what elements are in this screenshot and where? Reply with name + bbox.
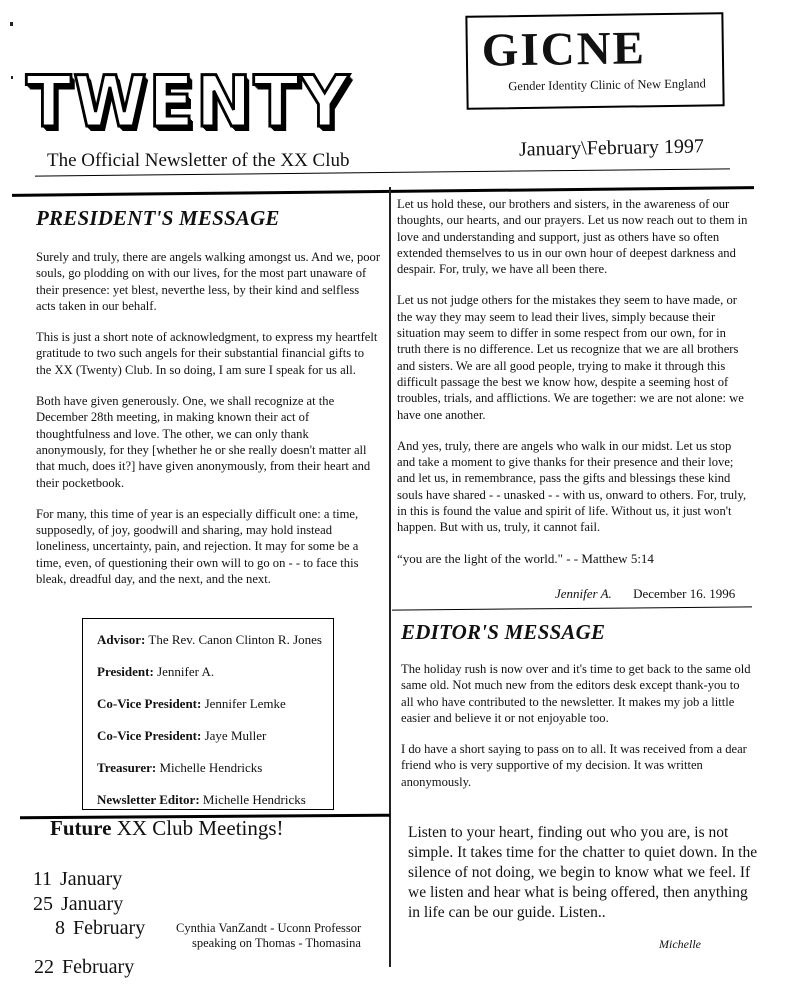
right-column-rule (392, 606, 752, 610)
officer-row (97, 725, 333, 747)
meetings-heading-rest: XX Club Meetings! (111, 816, 284, 840)
officer-row (97, 661, 333, 683)
meetings-heading (50, 816, 284, 841)
president-paragraph-5: Let us hold these, our brothers and sisters, in the awareness of our thoughts, our hearts, and our prayers. Let us now reach out to them in love and understanding and support, just as others have so often extended themselves to us in our own hour of deepest darkness and despair. For, truly, we have all been there. (397, 197, 748, 277)
president-signature: Jennifer A. (555, 586, 612, 601)
meeting-day: 25 (33, 893, 53, 915)
president-paragraph-2: This is just a short note of acknowledgment, to express my heartfelt gratitude to two such angels for their substantial financial gifts to the XX (Twenty) Club. In so doing, I am sure I speak for us all. (36, 330, 378, 377)
president-paragraph-1: Surely and truly, there are angels walking amongst us. And we, poor souls, go plodding on with our lives, for the most part unaware of their presence: yet blest, neverthe less, by their kind and selfless acts taken in our behalf. (36, 250, 381, 313)
meeting-month: February (62, 956, 135, 978)
president-message-section (36, 206, 381, 602)
president-message-heading: PRESIDENT'S MESSAGE (36, 206, 280, 230)
issue-date: January\February 1997 (518, 135, 705, 161)
editor-saying: Listen to your heart, finding out who you are, is not simple. It takes time for the chatter to quiet down. In the silence of not doing, we begin to know what we feel. If we listen and hear what is being offered, then anything in life can be our guide. Listen.. (408, 824, 758, 921)
meeting-note-line: speaking on Thomas - Thomasina (192, 936, 361, 950)
officer-row (97, 789, 333, 811)
editor-signature: Michelle (659, 937, 701, 951)
president-paragraph-6: Let us not judge others for the mistakes they seem to have made, or the way they may seem to lead their lives, simply because their situation may seem to differ in some respect from our own, for in truth there is no difference. Let us recognize that we are all brothers and sisters. We are all good people, trying to make it through this difficult passage the best we know how, despite a seeming host of troubles, trials, and afflictions. We are together: we are not alone: we have one another. (397, 293, 744, 422)
officer-name: Michelle Hendricks (159, 760, 263, 775)
meeting-month: January (61, 893, 124, 915)
officer-name: Jennifer Lemke (204, 696, 286, 711)
meeting-day: 22 (34, 956, 54, 978)
officer-name: The Rev. Canon Clinton R. Jones (148, 632, 322, 647)
meeting-note-line: Cynthia VanZandt - Uconn Professor (176, 921, 362, 935)
meeting-day: 11 (32, 868, 52, 890)
meeting-month: January (60, 868, 123, 890)
officer-role: Newsletter Editor: (97, 792, 200, 807)
meeting-month: February (73, 917, 146, 939)
bible-quote: “you are the light of the world." - - Matthew 5:14 (397, 550, 654, 566)
president-message-date: December 16. 1996 (633, 586, 736, 601)
officer-role: Co-Vice President: (97, 728, 202, 743)
officer-role: Advisor: (97, 632, 146, 647)
officer-name: Jaye Muller (204, 728, 267, 743)
newsletter-subtitle: The Official Newsletter of the XX Club (47, 150, 350, 171)
meeting-day: 8 (55, 917, 65, 939)
editor-paragraph-2: I do have a short saying to pass on to all. It was received from a dear friend who is very supportive of my decision. It was written anonymously. (401, 742, 747, 789)
newsletter-title: TWENTY (26, 61, 351, 143)
officer-name: Jennifer A. (157, 664, 215, 679)
editor-message-section (401, 620, 751, 805)
officer-name: Michelle Hendricks (202, 792, 306, 807)
gicne-logo-box (465, 12, 724, 110)
editor-paragraph-1: The holiday rush is now over and it's time to get back to the same old same old. Not much new from the editors desk except thank-you to all who have contributed to the newsletter. It makes my job a little easier and believe it or not enjoyable too. (401, 662, 751, 725)
president-paragraph-3: Both have given generously. One, we shall recognize at the December 28th meeting, in making known their act of thoughtfulness and love. The other, we can only thank anonymously, for they [whether he or she really doesn't matter all that much, does it?] have given anonymously, from their heart and their pocketbook. (36, 394, 371, 490)
gicne-full-name: Gender Identity Clinic of New England (508, 76, 706, 94)
president-signoff (555, 586, 735, 602)
officer-role: Co-Vice President: (97, 696, 202, 711)
meetings-heading-bold: Future (50, 816, 112, 840)
officer-role: Treasurer: (97, 760, 157, 775)
officer-role: President: (97, 664, 154, 679)
column-divider (389, 187, 391, 967)
meeting-item (16, 868, 122, 891)
president-message-continued (397, 196, 749, 582)
officer-row (97, 757, 333, 779)
gicne-acronym: GICNE (481, 22, 647, 77)
meeting-item (29, 917, 145, 940)
meeting-item (17, 893, 123, 916)
president-paragraph-4: For many, this time of year is an especially difficult one: a time, supposedly, of joy, goodwill and sharing, may hold instead loneliness, uncertainty, pain, and rejection. It may for some be a time, even, of questioning their own will to go on - - to face this bleak, dreadful day, and the next, and the next. (36, 506, 359, 587)
meeting-note (176, 921, 361, 951)
scan-speck (11, 76, 13, 79)
officer-row (97, 629, 333, 651)
officer-row (97, 693, 333, 715)
scan-speck (10, 22, 13, 26)
officers-box (82, 618, 334, 810)
editor-message-heading: EDITOR'S MESSAGE (401, 620, 606, 644)
meeting-item (18, 956, 134, 979)
president-paragraph-7: And yes, truly, there are angels who walk in our midst. Let us stop and take a moment to give thanks for their presence and their love; and let us, in remembrance, pass the gifts and blessings these kind souls have shared - - unasked - - with us, onward to others. For, truly, in this is found the value and spirit of life. Without us, it just won't happen. But with us, truly, it cannot fail. (397, 438, 747, 535)
